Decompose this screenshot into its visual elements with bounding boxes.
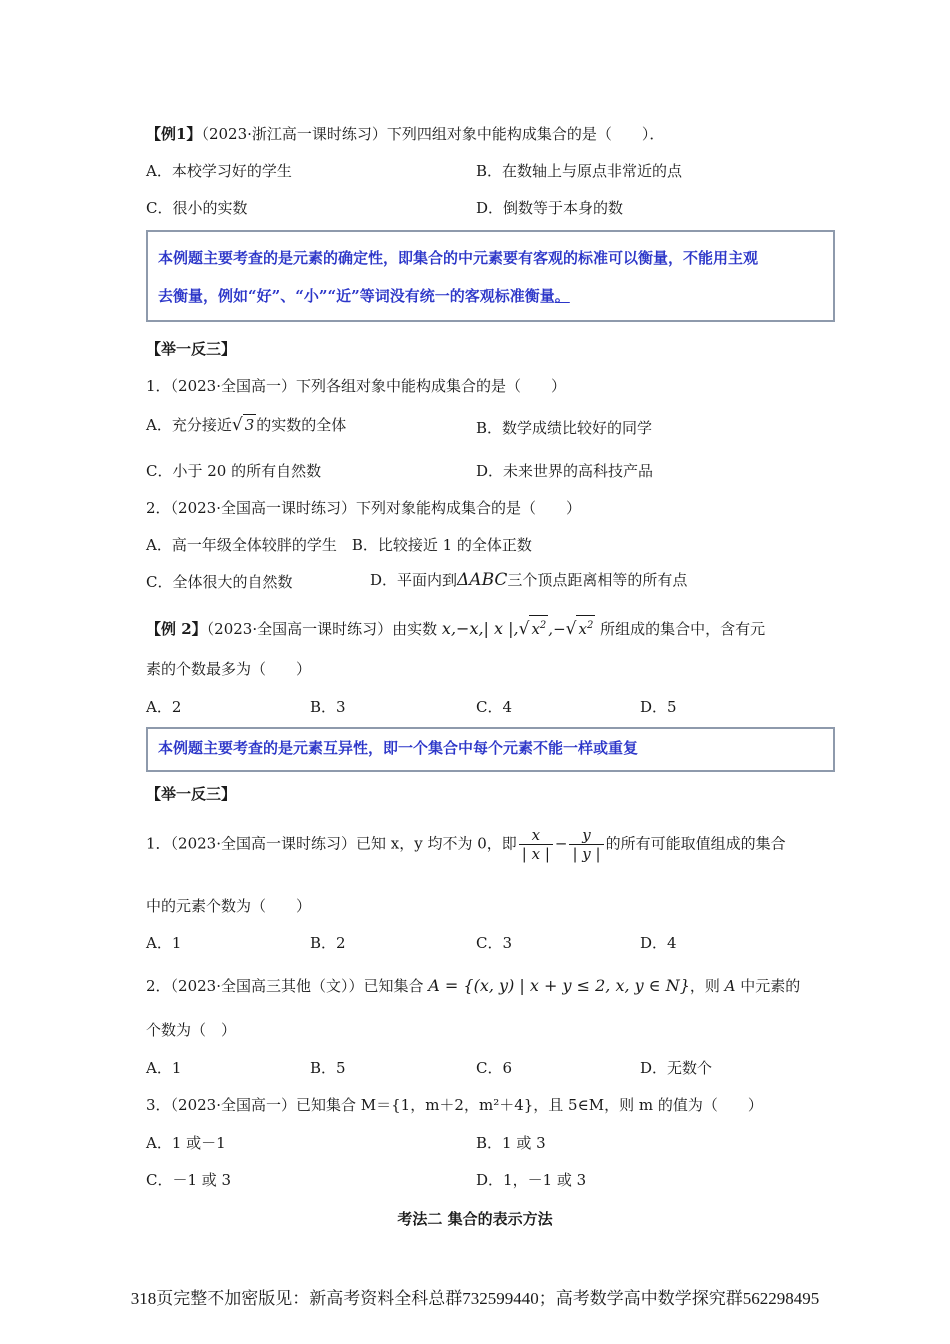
radicand: [576, 615, 595, 639]
exponent: 2: [586, 620, 594, 631]
radicand-var: x: [578, 620, 587, 638]
denominator: | x |: [521, 845, 550, 863]
question-source: （2023·全国高一课时练习）: [206, 620, 393, 638]
option-c: C．－1 或 3: [146, 1171, 232, 1189]
sqrt-symbol: √: [231, 415, 243, 435]
note-line: 本例题主要考查的是元素互异性，即一个集合中每个元素不能一样或重复: [158, 739, 639, 757]
minus-sign: −: [554, 834, 568, 853]
exponent: 2: [539, 620, 547, 631]
option-b: B．3: [310, 698, 346, 716]
practice-label: 【举一反三】: [146, 340, 237, 358]
option-text: A．充分接近: [146, 416, 232, 434]
numerator: x: [519, 826, 553, 845]
radicand-var: x: [531, 620, 540, 638]
practice-label: 【举一反三】: [146, 785, 237, 803]
option-b: B．1 或 3: [476, 1134, 546, 1152]
question-text: 中元素的: [740, 977, 801, 995]
triangle-math: ΔABC: [457, 570, 508, 590]
example-2-stem: [146, 615, 765, 639]
options-ab: A．高一年级全体较胖的学生 B．比较接近 1 的全体正数: [146, 536, 532, 554]
note-box: [146, 230, 835, 322]
option-c: C．小于 20 的所有自然数: [146, 462, 322, 480]
note-line: [158, 277, 823, 315]
option-text: D．平面内到: [370, 571, 458, 589]
fraction: [519, 826, 553, 863]
option-text: 三个顶点距离相等的所有点: [507, 571, 688, 589]
set-var: A: [724, 977, 736, 995]
option-a: A．1 或－1: [146, 1134, 226, 1152]
numerator: y: [569, 826, 603, 845]
question-stem: 3．（2023·全国高一）已知集合 M＝{1，m＋2，m²＋4}，且 5∈M，则 m 的值为（ ）: [146, 1096, 763, 1114]
section-title: 考法二 集合的表示方法: [397, 1210, 553, 1228]
option-d: D．未来世界的高科技产品: [476, 462, 654, 480]
option-b: B．在数轴上与原点非常近的点: [476, 162, 683, 180]
note-line: 本例题主要考查的是元素的确定性，即集合的中元素要有客观的标准可以衡量，不能用主观: [158, 249, 759, 267]
question-text: 下列四组对象中能构成集合的是（ ）．: [386, 125, 665, 143]
footer-banner: 318页完整不加密版见：新高考资料全科总群732599440；高考数学高中数学探究群562298495: [130, 1289, 820, 1308]
option-a: A．本校学习好的学生: [146, 162, 292, 180]
option-d: [370, 570, 687, 590]
option-d: D．倒数等于本身的数: [476, 199, 624, 217]
question-text: 2．（2023·全国高三其他（文））已知集合: [146, 977, 424, 995]
question-text: ，则: [689, 977, 720, 995]
note-box: [146, 727, 835, 772]
option-d: D．5: [640, 698, 677, 716]
question-text: 的所有可能取值组成的集合: [605, 834, 786, 853]
option-a: A．2: [146, 698, 182, 716]
option-b: B．2: [310, 934, 346, 952]
sqrt-symbol: √: [565, 619, 577, 639]
math-expr: ,−: [548, 620, 566, 638]
question-line: 素的个数最多为（ ）: [146, 660, 312, 678]
option-a: A．1: [146, 934, 182, 952]
radicand: [529, 615, 548, 639]
question-text: 所组成的集合中，含有元: [600, 620, 766, 638]
question-stem: 1．（2023·全国高一）下列各组对象中能构成集合的是（ ）: [146, 377, 566, 395]
option-b: B．5: [310, 1059, 346, 1077]
question-line: 个数为（ ）: [146, 1021, 237, 1039]
denominator: | y |: [572, 845, 601, 863]
question-stem: [146, 826, 786, 863]
note-text: 去衡量，例如“好”、“小”“近”等词没有统一的客观标准衡量: [158, 287, 555, 305]
option-a: A．1: [146, 1059, 182, 1077]
sqrt-symbol: √: [518, 619, 530, 639]
option-d: D．无数个: [640, 1059, 713, 1077]
question-text: 1．（2023·全国高一课时练习）已知 x，y 均不为 0，即: [146, 834, 517, 853]
option-c: C．4: [476, 698, 513, 716]
radicand: 3: [244, 416, 255, 434]
example-tag: 【例1】: [146, 125, 202, 143]
question-text: 由实数: [392, 620, 438, 638]
set-expr: A = {(x, y) | x + y ≤ 2, x, y ∈ N}: [428, 976, 690, 995]
question-stem: [146, 976, 800, 996]
option-a: [146, 414, 346, 435]
note-end: 。: [554, 287, 570, 305]
option-c: C．3: [476, 934, 513, 952]
example-tag: 【例 2】: [146, 620, 207, 638]
option-d: D．1，－1 或 3: [476, 1171, 587, 1189]
math-expr: x,−x,| x |,: [441, 619, 519, 638]
option-d: D．4: [640, 934, 677, 952]
fraction: [569, 826, 603, 863]
option-c: C．6: [476, 1059, 513, 1077]
option-c: C．很小的实数: [146, 199, 248, 217]
question-stem: 2．（2023·全国高一课时练习）下列对象能构成集合的是（ ）: [146, 499, 581, 517]
option-c: C．全体很大的自然数: [146, 573, 293, 591]
option-text: 的实数的全体: [256, 416, 347, 434]
question-line: 中的元素个数为（ ）: [146, 897, 312, 915]
option-b: B．数学成绩比较好的同学: [476, 419, 653, 437]
question-source: （2023·浙江高一课时练习）: [201, 125, 387, 143]
example-1-stem: [146, 124, 664, 144]
